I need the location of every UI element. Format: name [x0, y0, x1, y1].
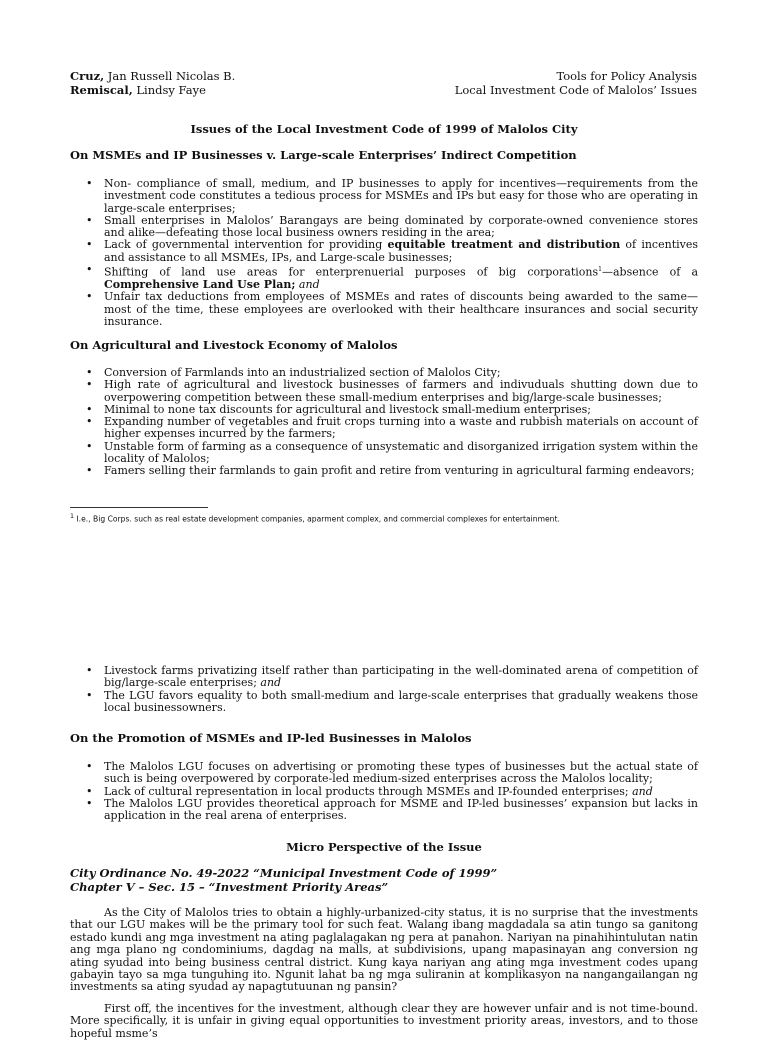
micro-perspective-heading: Micro Perspective of the Issue — [286, 840, 482, 854]
list-item: • Famers selling their farmlands to gain profit and retire from venturing in agricultural farming endeavors; — [70, 465, 698, 477]
list-item: • Small enterprises in Malolos’ Barangays are being dominated by corporate-owned convenience stores and alike—defeating those local business owners residing in the area; — [70, 215, 698, 240]
list-item: • The Malolos LGU focuses on advertising or promoting these types of businesses but the actual state of such is being overpowered by corporate-led medium-sized enterprises across the Malolos locality; — [70, 761, 698, 786]
body-paragraph-2: First off, the incentives for the investment, although clear they are however unfair and is not time-bound. More specifically, it is unfair in giving equal opportunities to investment priority areas, investors, and to those hopeful msme’s — [70, 1002, 698, 1040]
list-item: • Non- compliance of small, medium, and IP businesses to apply for incentives—requirements from the investment code constitutes a tedious process for MSMEs and IPs but easy for those who are operating in large-scale enterprises; — [70, 178, 698, 215]
list-item: • Lack of cultural representation in local products through MSMEs and IP-founded enterprises; and — [70, 786, 698, 798]
paper-topic: Local Investment Code of Malolos’ Issues — [454, 83, 697, 97]
footnote-ref: 1 — [598, 266, 602, 274]
list-item: • Unfair tax deductions from employees of MSMEs and rates of discounts being awarded to the same—most of the time, these employees are overlooked with their healthcare insurances and social security insurance. — [70, 291, 698, 328]
section-heading-agriculture: On Agricultural and Livestock Economy of Malolos — [70, 338, 398, 352]
author-1: Cruz, Jan Russell Nicolas B. — [70, 69, 236, 83]
list-item: • The Malolos LGU provides theoretical approach for MSME and IP-led businesses’ expansion but lacks in application in the real arena of enterprises. — [70, 798, 698, 823]
course-block — [455, 69, 697, 97]
bullet-list-msme-competition — [70, 178, 698, 328]
bullet-list-agriculture — [70, 367, 698, 478]
ordinance-title: City Ordinance No. 49-2022 “Municipal Investment Code of 1999” — [70, 866, 498, 880]
ordinance-chapter: Chapter V – Sec. 15 – “Investment Priority Areas” — [70, 880, 389, 894]
course-title: Tools for Policy Analysis — [556, 69, 697, 83]
list-item: • Livestock farms privatizing itself rather than participating in the well-dominated arena of competition of big/large-scale enterprises; and — [70, 665, 698, 690]
section-heading-promotion: On the Promotion of MSMEs and IP-led Businesses in Malolos — [70, 731, 472, 745]
author-2: Remiscal, Lindsy Faye — [70, 83, 206, 97]
ordinance-reference — [70, 866, 497, 894]
list-item: • Minimal to none tax discounts for agricultural and livestock small-medium enterprises; — [70, 404, 698, 416]
footnote: $^1$ I.e., Big Corps. such as real estate development companies, aparment complex, and commercial complexes for entertainment. — [70, 513, 560, 524]
list-item: • Conversion of Farmlands into an industrialized section of Malolos City; — [70, 367, 698, 379]
footnote-divider — [70, 507, 208, 508]
list-item: • Unstable form of farming as a consequence of unsystematic and disorganized irrigation system within the locality of Malolos; — [70, 441, 698, 466]
list-item: • Shifting of land use areas for enterprenuerial purposes of big corporations$^1$—absence of a Comprehensive Land Use Plan; and — [70, 264, 698, 291]
bullet-list-promotion — [70, 761, 698, 822]
list-item: • The LGU favors equality to both small-medium and large-scale enterprises that gradually weakens those local businessowners. — [70, 690, 698, 715]
author-block — [70, 69, 235, 97]
bullet-list-agriculture-continued — [70, 665, 698, 714]
section-heading-msme-competition: On MSMEs and IP Businesses v. Large-scale Enterprises’ Indirect Competition — [70, 148, 577, 162]
document-title: Issues of the Local Investment Code of 1999 of Malolos City — [190, 122, 578, 136]
list-item: • Lack of governmental intervention for providing equitable treatment and distribution of incentives and assistance to all MSMEs, IPs, and Large-scale businesses; — [70, 239, 698, 264]
body-paragraph-1: As the City of Malolos tries to obtain a highly-urbanized-city status, it is no surprise that the investments that our LGU makes will be the primary tool for such feat. Walang ibang magdadala sa atin tungo sa ganitong estado kundi ang mga investment na ating paglalagakan ng pera at panahon. Nariyan na pinahihintulutan natin ang mga plano ng condominiums, dagdag na malls, at subdivisions, upang mapasinayan ang conversion ng ating syudad into being business central district. Kung kaya nariyan ang ating mga investment codes upang gabayin tayo sa mga tunguhing ito. Ngunit lahat ba ng mga suliranin at komplikasyon na nangangailangan ng investments sa ating syudad ay napagtutuunan ng pansin? — [70, 906, 698, 994]
list-item: • Expanding number of vegetables and fruit crops turning into a waste and rubbish materials on account of higher expenses incurred by the farmers; — [70, 416, 698, 441]
list-item: • High rate of agricultural and livestock businesses of farmers and indivuduals shutting down due to overpowering competition between these small-medium enterprises and big/large-scale businesses; — [70, 379, 698, 404]
